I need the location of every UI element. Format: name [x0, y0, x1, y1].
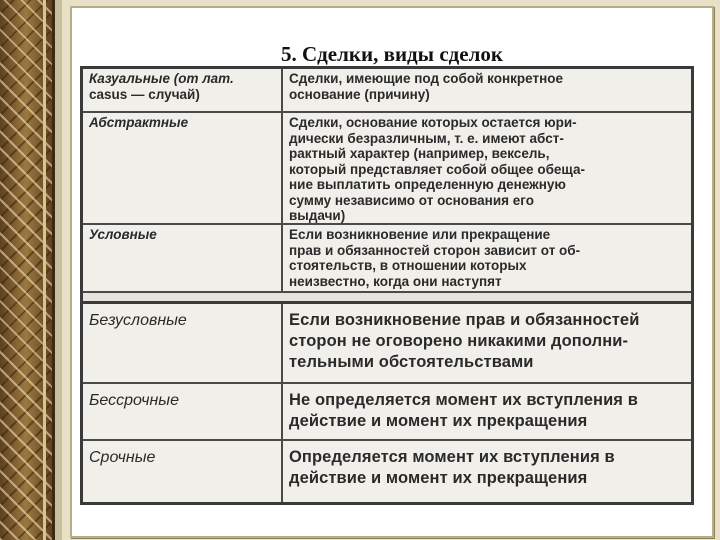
table-row-abstract	[83, 113, 691, 225]
definition-cell	[283, 113, 691, 223]
definition-line: действие и момент их прекращения	[289, 412, 588, 430]
deal-types-table	[80, 66, 694, 505]
definition-line: сторон не оговорено никакими дополни-	[289, 332, 629, 350]
definition-line: который представляет собой общее обеща-	[289, 161, 585, 177]
definition-line: Не определяется момент их вступления в	[289, 391, 638, 409]
definition-cell	[283, 69, 691, 111]
table-row-conditional	[83, 225, 691, 293]
definition-line: стоятельств, в отношении которых	[289, 258, 527, 273]
definition-line: Сделки, основание которых остается юри-	[289, 115, 577, 130]
term-line: Срочные	[89, 449, 156, 466]
definition-cell	[283, 384, 691, 439]
term-line: Условные	[89, 227, 157, 242]
decorative-left-border	[0, 0, 55, 540]
term-cell	[83, 441, 283, 502]
definition-line: тельными обстоятельствами	[289, 353, 534, 371]
definition-line: Если возникновение прав и обязанностей	[289, 311, 640, 329]
term-line: Безусловные	[89, 312, 187, 329]
term-cell	[83, 69, 283, 111]
definition-cell	[283, 225, 691, 291]
term-cell	[83, 384, 283, 439]
definition-line: неизвестно, когда они наступят	[289, 273, 502, 289]
table-row-term	[83, 441, 691, 502]
term-line: Абстрактные	[89, 115, 189, 130]
slide-title: 5. Сделки, виды сделок	[281, 42, 503, 66]
term-cell	[83, 113, 283, 223]
table-row-indefinite	[83, 384, 691, 441]
definition-line: Определяется момент их вступления в	[289, 448, 615, 466]
term-cell	[83, 225, 283, 291]
term-cell	[83, 304, 283, 382]
definition-line: прав и обязанностей сторон зависит от об-	[289, 242, 581, 258]
table-row-unconditional	[83, 304, 691, 384]
definition-line: Сделки, имеющие под собой конкретное	[289, 71, 563, 86]
definition-line: дически безразличным, т. е. имеют абст-	[289, 130, 564, 146]
definition-line: сумму независимо от основания его	[289, 192, 534, 208]
definition-line: выдачи)	[289, 208, 346, 223]
term-line: Бессрочные	[89, 392, 179, 409]
definition-line: действие и момент их прекращения	[289, 469, 588, 487]
table-row-casual	[83, 69, 691, 113]
term-line: Казуальные (от лат.	[89, 71, 234, 86]
table-divider	[83, 293, 691, 304]
definition-cell	[283, 304, 691, 382]
definition-line: рактный характер (например, вексель,	[289, 146, 550, 161]
definition-line: ние выплатить определенную денежную	[289, 177, 566, 192]
term-line: casus — случай)	[89, 86, 200, 102]
definition-line: основание (причину)	[289, 86, 430, 102]
definition-cell	[283, 441, 691, 502]
definition-line: Если возникновение или прекращение	[289, 227, 551, 242]
